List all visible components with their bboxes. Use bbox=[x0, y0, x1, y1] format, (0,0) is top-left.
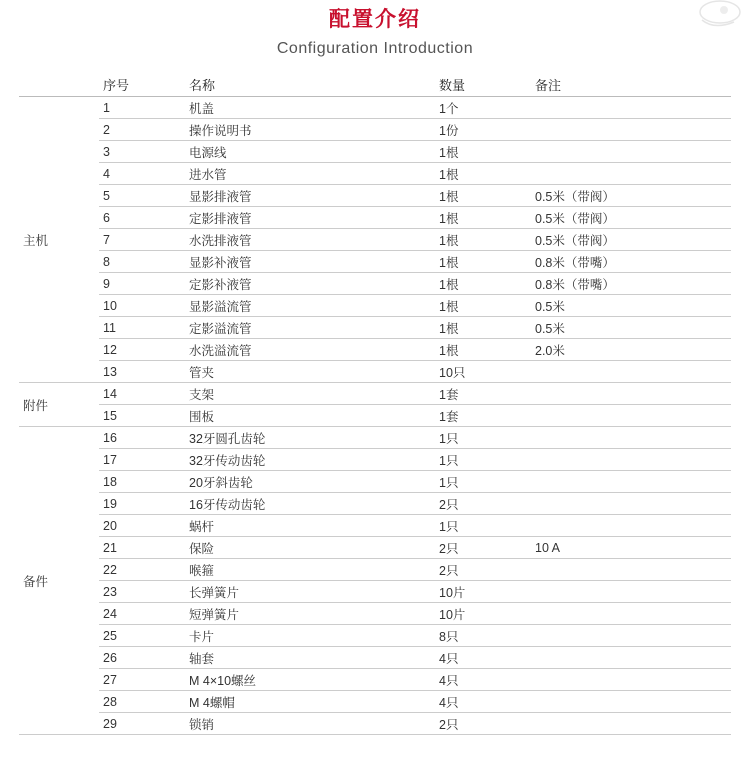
row-remark-cell: 2.0米 bbox=[531, 339, 731, 361]
column-header-group bbox=[19, 72, 99, 97]
row-number-cell: 19 bbox=[99, 493, 185, 515]
row-remark-cell bbox=[531, 471, 731, 493]
table-header bbox=[19, 72, 731, 97]
row-remark-cell bbox=[531, 383, 731, 405]
row-name-cell: 定影补液管 bbox=[185, 273, 435, 295]
row-number-cell: 23 bbox=[99, 581, 185, 603]
table-row bbox=[19, 405, 731, 427]
row-name-cell: 轴套 bbox=[185, 647, 435, 669]
table-row bbox=[19, 339, 731, 361]
table-row bbox=[19, 691, 731, 713]
row-name-cell: 机盖 bbox=[185, 97, 435, 119]
table-row bbox=[19, 713, 731, 735]
row-name-cell: 保险 bbox=[185, 537, 435, 559]
row-quantity-cell: 1只 bbox=[435, 427, 531, 449]
row-quantity-cell: 4只 bbox=[435, 647, 531, 669]
page-title-cn: 配置介绍 bbox=[329, 8, 421, 31]
row-name-cell: 围板 bbox=[185, 405, 435, 427]
row-quantity-cell: 1根 bbox=[435, 251, 531, 273]
row-quantity-cell: 1套 bbox=[435, 405, 531, 427]
row-remark-cell bbox=[531, 427, 731, 449]
row-remark-cell: 10 A bbox=[531, 537, 731, 559]
row-number-cell: 21 bbox=[99, 537, 185, 559]
row-remark-cell bbox=[531, 559, 731, 581]
table-row bbox=[19, 207, 731, 229]
row-name-cell: M 4螺帽 bbox=[185, 691, 435, 713]
table-row bbox=[19, 537, 731, 559]
group-label-cell: 备件 bbox=[19, 427, 99, 735]
row-remark-cell: 0.5米（带阀） bbox=[531, 229, 731, 251]
table-row bbox=[19, 141, 731, 163]
table-row bbox=[19, 383, 731, 405]
row-name-cell: 支架 bbox=[185, 383, 435, 405]
row-remark-cell bbox=[531, 119, 731, 141]
column-header-remark: 备注 bbox=[531, 72, 731, 97]
row-remark-cell bbox=[531, 515, 731, 537]
row-number-cell: 22 bbox=[99, 559, 185, 581]
configuration-table bbox=[19, 72, 731, 735]
row-name-cell: 操作说明书 bbox=[185, 119, 435, 141]
row-remark-cell: 0.5米 bbox=[531, 295, 731, 317]
row-name-cell: 显影溢流管 bbox=[185, 295, 435, 317]
row-remark-cell bbox=[531, 691, 731, 713]
table-row bbox=[19, 515, 731, 537]
table-header-row bbox=[19, 72, 731, 97]
table-row bbox=[19, 317, 731, 339]
row-number-cell: 7 bbox=[99, 229, 185, 251]
row-remark-cell bbox=[531, 361, 731, 383]
row-name-cell: 显影排液管 bbox=[185, 185, 435, 207]
row-number-cell: 14 bbox=[99, 383, 185, 405]
row-number-cell: 4 bbox=[99, 163, 185, 185]
row-name-cell: 蜗杆 bbox=[185, 515, 435, 537]
table-row bbox=[19, 581, 731, 603]
row-quantity-cell: 1根 bbox=[435, 141, 531, 163]
group-label-cell: 附件 bbox=[19, 383, 99, 427]
row-name-cell: 水洗排液管 bbox=[185, 229, 435, 251]
row-remark-cell: 0.5米（带阀） bbox=[531, 185, 731, 207]
row-remark-cell bbox=[531, 449, 731, 471]
table-row bbox=[19, 449, 731, 471]
row-remark-cell: 0.8米（带嘴） bbox=[531, 251, 731, 273]
page-title-en: Configuration Introduction bbox=[276, 40, 474, 57]
row-remark-cell bbox=[531, 493, 731, 515]
row-remark-cell bbox=[531, 97, 731, 119]
row-number-cell: 12 bbox=[99, 339, 185, 361]
group-label-cell: 主机 bbox=[19, 97, 99, 383]
row-name-cell: 卡片 bbox=[185, 625, 435, 647]
table-row bbox=[19, 119, 731, 141]
row-number-cell: 24 bbox=[99, 603, 185, 625]
row-number-cell: 10 bbox=[99, 295, 185, 317]
row-remark-cell bbox=[531, 163, 731, 185]
logo-watermark-icon bbox=[684, 0, 744, 34]
row-quantity-cell: 10只 bbox=[435, 361, 531, 383]
row-remark-cell bbox=[531, 581, 731, 603]
row-name-cell: 定影排液管 bbox=[185, 207, 435, 229]
row-number-cell: 16 bbox=[99, 427, 185, 449]
row-quantity-cell: 1只 bbox=[435, 449, 531, 471]
row-remark-cell bbox=[531, 647, 731, 669]
row-name-cell: 电源线 bbox=[185, 141, 435, 163]
row-remark-cell: 0.5米 bbox=[531, 317, 731, 339]
row-quantity-cell: 2只 bbox=[435, 559, 531, 581]
page-title-block bbox=[0, 0, 750, 62]
table-row bbox=[19, 273, 731, 295]
table-row bbox=[19, 295, 731, 317]
row-number-cell: 28 bbox=[99, 691, 185, 713]
row-quantity-cell: 8只 bbox=[435, 625, 531, 647]
column-header-qty: 数量 bbox=[435, 72, 531, 97]
column-header-name: 名称 bbox=[185, 72, 435, 97]
row-name-cell: 32牙传动齿轮 bbox=[185, 449, 435, 471]
row-name-cell: 显影补液管 bbox=[185, 251, 435, 273]
row-number-cell: 15 bbox=[99, 405, 185, 427]
table-row bbox=[19, 163, 731, 185]
table-row bbox=[19, 471, 731, 493]
table-row bbox=[19, 647, 731, 669]
row-name-cell: 进水管 bbox=[185, 163, 435, 185]
row-quantity-cell: 2只 bbox=[435, 537, 531, 559]
row-name-cell: 16牙传动齿轮 bbox=[185, 493, 435, 515]
row-number-cell: 2 bbox=[99, 119, 185, 141]
table-row bbox=[19, 97, 731, 119]
row-name-cell: M 4×10螺丝 bbox=[185, 669, 435, 691]
row-remark-cell: 0.5米（带阀） bbox=[531, 207, 731, 229]
table-row bbox=[19, 493, 731, 515]
row-quantity-cell: 1根 bbox=[435, 273, 531, 295]
row-name-cell: 长弹簧片 bbox=[185, 581, 435, 603]
row-number-cell: 27 bbox=[99, 669, 185, 691]
table-row bbox=[19, 251, 731, 273]
row-quantity-cell: 1根 bbox=[435, 317, 531, 339]
row-number-cell: 29 bbox=[99, 713, 185, 735]
table-row bbox=[19, 185, 731, 207]
row-name-cell: 管夹 bbox=[185, 361, 435, 383]
row-remark-cell: 0.8米（带嘴） bbox=[531, 273, 731, 295]
row-quantity-cell: 10片 bbox=[435, 581, 531, 603]
row-quantity-cell: 1根 bbox=[435, 185, 531, 207]
row-quantity-cell: 1根 bbox=[435, 163, 531, 185]
table-row bbox=[19, 427, 731, 449]
row-quantity-cell: 1根 bbox=[435, 207, 531, 229]
table-body bbox=[19, 97, 731, 735]
row-number-cell: 17 bbox=[99, 449, 185, 471]
table-row bbox=[19, 603, 731, 625]
row-quantity-cell: 10片 bbox=[435, 603, 531, 625]
table-row bbox=[19, 669, 731, 691]
table-row bbox=[19, 361, 731, 383]
row-number-cell: 26 bbox=[99, 647, 185, 669]
row-number-cell: 5 bbox=[99, 185, 185, 207]
row-quantity-cell: 4只 bbox=[435, 691, 531, 713]
row-number-cell: 3 bbox=[99, 141, 185, 163]
row-name-cell: 喉箍 bbox=[185, 559, 435, 581]
row-number-cell: 18 bbox=[99, 471, 185, 493]
row-quantity-cell: 2只 bbox=[435, 493, 531, 515]
column-header-no: 序号 bbox=[99, 72, 185, 97]
row-number-cell: 6 bbox=[99, 207, 185, 229]
row-number-cell: 11 bbox=[99, 317, 185, 339]
table-row bbox=[19, 625, 731, 647]
row-quantity-cell: 2只 bbox=[435, 713, 531, 735]
row-name-cell: 20牙斜齿轮 bbox=[185, 471, 435, 493]
row-remark-cell bbox=[531, 669, 731, 691]
row-number-cell: 25 bbox=[99, 625, 185, 647]
table-row bbox=[19, 229, 731, 251]
row-quantity-cell: 1只 bbox=[435, 515, 531, 537]
row-name-cell: 水洗溢流管 bbox=[185, 339, 435, 361]
row-name-cell: 定影溢流管 bbox=[185, 317, 435, 339]
row-quantity-cell: 1个 bbox=[435, 97, 531, 119]
row-quantity-cell: 1份 bbox=[435, 119, 531, 141]
row-number-cell: 8 bbox=[99, 251, 185, 273]
row-remark-cell bbox=[531, 603, 731, 625]
table-row bbox=[19, 559, 731, 581]
row-quantity-cell: 1只 bbox=[435, 471, 531, 493]
row-remark-cell bbox=[531, 713, 731, 735]
row-name-cell: 短弹簧片 bbox=[185, 603, 435, 625]
row-quantity-cell: 1套 bbox=[435, 383, 531, 405]
row-number-cell: 9 bbox=[99, 273, 185, 295]
row-number-cell: 1 bbox=[99, 97, 185, 119]
row-quantity-cell: 1根 bbox=[435, 295, 531, 317]
row-name-cell: 锁销 bbox=[185, 713, 435, 735]
row-remark-cell bbox=[531, 141, 731, 163]
row-quantity-cell: 4只 bbox=[435, 669, 531, 691]
row-number-cell: 13 bbox=[99, 361, 185, 383]
row-quantity-cell: 1根 bbox=[435, 229, 531, 251]
row-name-cell: 32牙圆孔齿轮 bbox=[185, 427, 435, 449]
row-quantity-cell: 1根 bbox=[435, 339, 531, 361]
row-remark-cell bbox=[531, 405, 731, 427]
row-number-cell: 20 bbox=[99, 515, 185, 537]
row-remark-cell bbox=[531, 625, 731, 647]
